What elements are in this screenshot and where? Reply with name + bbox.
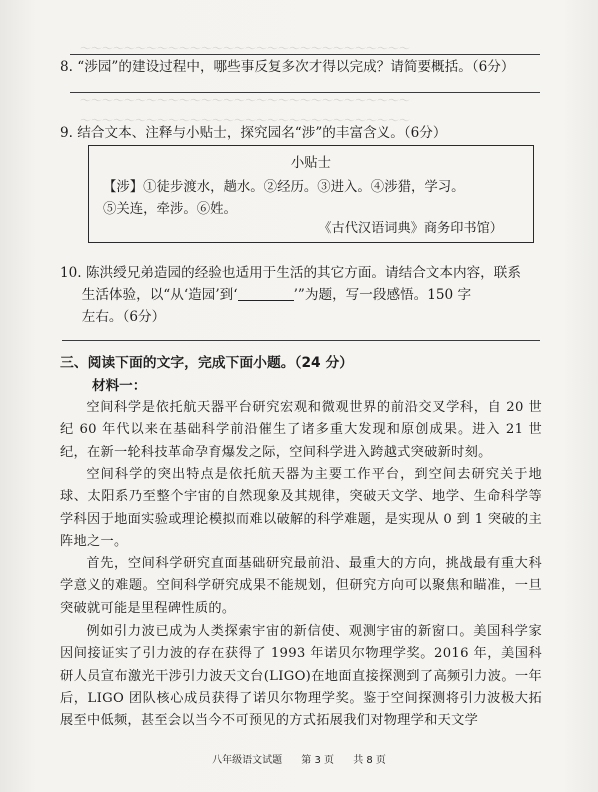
tip-box-source: 《古代汉语词典》商务印书馆） [318,221,503,236]
paragraph-1: 空间科学是依托航天器平台研究宏观和微观世界的前沿交叉学科，自 20 世纪 60 年代以来在基础科学前沿催生了诸多重大发现和原创成果。进入 21 世纪，在新一轮科技革命孕育爆发之际，空间科学进入跨越式突破新时刻。 [60,400,542,460]
question-8: 8. “涉园”的建设过程中，哪些事反复多次才得以完成？请简要概括。（6分） [60,59,515,75]
paragraph-3: 首先，空间科学研究直面基础研究最前沿、最重大的方向，挑战最有重大科学意义的难题。空间科学研究成果不能规划，但研究方向可以聚焦和瞄准，一旦突破就可能是里程碑性质的。 [60,556,542,616]
question-10 [60,262,540,328]
answer-line[interactable] [70,54,540,55]
footer-total-pages: 共 8 页 [353,755,386,766]
paragraph-4: 例如引力波已成为人类探索宇宙的新信使、观测宇宙的新窗口。美国科学家因间接证实了引力波的存在获得了 1993 年诺贝尔物理学奖。2016 年，美国科研人员宣布激光干涉引力波天文台(LIGO)在地面直接探测到了高频引力波。一年后，LIGO 团队核心成员获得了诺贝尔物理学奖。鉴于空间探测将引力波极大拓展至中低频，甚至会以当今不可预见的方式拓展我们对物理学和天文学 [60,624,542,729]
footer-page-number: 第 3 页 [301,755,334,766]
question-10-line-3: 左右。（6分） [81,309,166,325]
material-1-title: 材料一： [92,378,147,394]
answer-line[interactable] [70,92,540,93]
title-blank[interactable] [238,286,294,301]
tip-box-line-2: ⑤关连，牵涉。⑥姓。 [103,202,237,217]
question-10-line-2a: 生活体验，以“从‘造园’到‘ [81,287,238,303]
page-footer [0,751,598,766]
bleed-through-text: ～～～～～～～～～～～～～～～～～～～～～～～～～～～～～～ [80,114,410,127]
question-9: 9. 结合文本、注释与小贴士，探究园名“涉”的丰富含义。（6分） [60,125,447,141]
bleed-through-text: ～～～～～～～～～～～～～～～～～～～～～～～～～～～～～～ [80,42,410,55]
question-10-line-1: 10. 陈洪绶兄弟造园的经验也适用于生活的其它方面。请结合文本内容，联系 [60,265,521,281]
question-10-line-2b: ’”为题，写一段感悟。150 字 [293,287,472,303]
section-3-title: 三、阅读下面的文字，完成下面小题。（24 分） [60,355,354,371]
question-10-line-2 [60,284,540,306]
tip-box-title: 小贴士 [290,156,332,171]
tip-box-line-1: 【涉】①徒步渡水，趟水。②经历。③进入。④涉猎，学习。 [103,180,465,195]
tip-box [88,145,534,243]
footer-exam-name: 八年级语文试题 [212,755,283,766]
bleed-through-text: ～～～～～～～～～～～～～～～～～～～～～～～～～～～～～～ [80,94,410,107]
paragraph-2: 空间科学的突出特点是依托航天器为主要工作平台，到空间去研究关于地球、太阳系乃至整个宇宙的自然现象及其规律，突破天文学、地学、生命科学等学科因于地面实验或理论模拟而难以破解的科学难题，是实现从 0 到 1 突破的主阵地之一。 [60,467,542,549]
answer-line[interactable] [62,340,540,341]
